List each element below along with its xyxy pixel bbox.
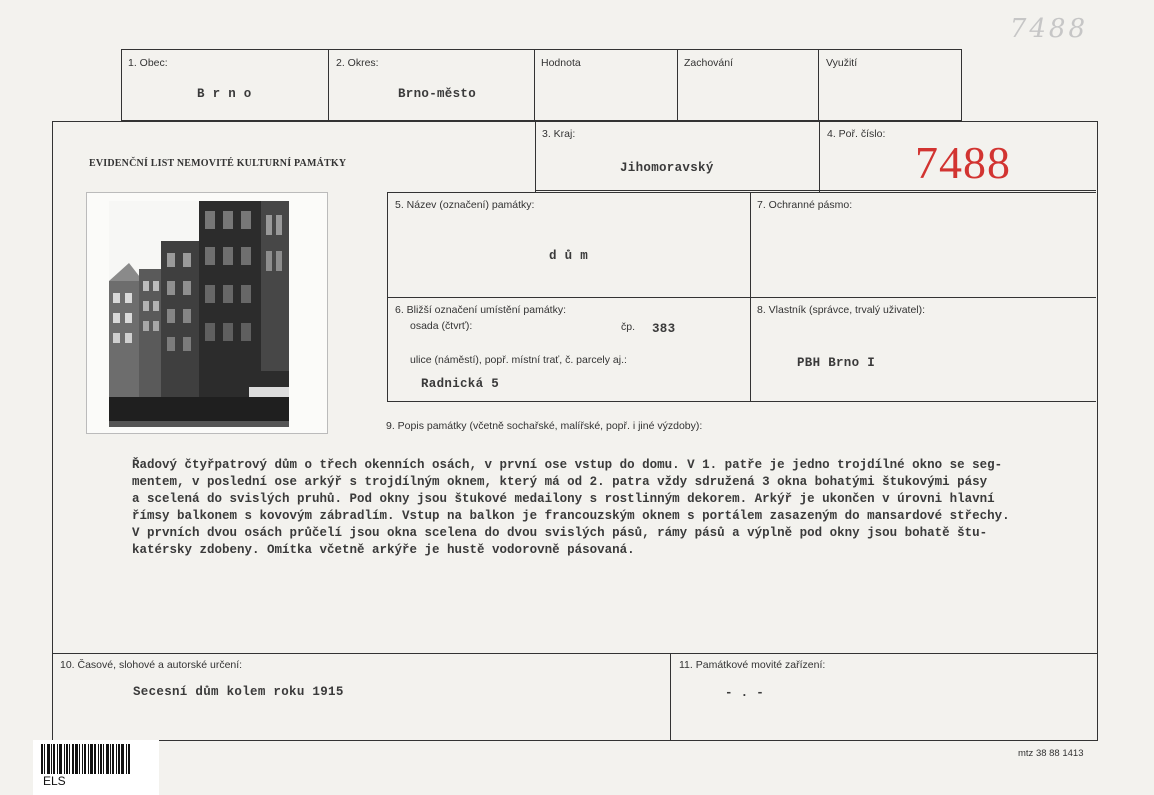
nazev-label: 5. Název (označení) památky: [395,199,535,211]
form-title: EVIDENČNÍ LIST NEMOVITÉ KULTURNÍ PAMÁTKY [89,158,347,169]
por-cislo-label: 4. Poř. číslo: [827,128,886,140]
osada-label: osada (čtvrť): [410,320,473,332]
popis-label: 9. Popis památky (včetně sochařské, malířské, popř. i jiné výzdoby): [386,420,703,432]
obec-value: B r n o [197,87,252,101]
vlastnik-label: 8. Vlastník (správce, trvalý uživatel): [757,304,926,316]
kraj-label: 3. Kraj: [542,128,576,140]
por-cislo-value: 7488 [915,137,1011,188]
obec-label: 1. Obec: [128,57,168,69]
footer-code: mtz 38 88 1413 [1018,748,1084,759]
cp-value: 383 [652,322,676,336]
popis-text: Řadový čtyřpatrový dům o třech okenních osách, v první ose vstup do domu. V 1. patře je jedno trojdílné okno se seg- mentem, v poslední ose arkýř s trojdílným oknem, který má od 2. patra vždy sdružená 3 okna bohatými štukovými pásy a scelená do svislých pruhů. Pod okny jsou štukové medailony s rostlinným dekorem. Arkýř je ukončen v úrovni hlavní římsy balkonem s kovovým zábradlím. Vstup na balkon je francouzským oknem s portálem zasazeným do mansardové střechy. V prvních dvou osách průčelí jsou okna scelena do dvou svislých pásů, rámy pásů a výplně pod okny jsou bohatě štu- katérsky zdobeny. Omítka včetně arkýře je hustě vodorovně pásovaná. [132,458,1010,557]
nazev-value: d ů m [549,249,589,263]
ochranne-pasmo-label: 7. Ochranné pásmo: [757,199,853,211]
ulice-label: ulice (náměstí), popř. místní trať, č. parcely aj.: [410,354,627,366]
umisteni-label: 6. Bližší označení umístění památky: [395,304,566,316]
movite-zarizeni-label: 11. Památkové movité zařízení: [679,659,826,671]
corner-reference-number: 7488 [1009,14,1088,44]
okres-value: Brno-město [398,87,477,101]
building-photo-frame [86,192,328,434]
hodnota-label: Hodnota [541,57,581,69]
movite-zarizeni-value: - . - [725,686,765,700]
casove-urceni-value: Secesní dům kolem roku 1915 [133,685,344,699]
barcode [33,740,159,795]
ulice-value: Radnická 5 [421,377,500,391]
cp-label: čp. [621,321,636,333]
building-photo [109,201,289,427]
barcode-bars [41,744,151,774]
vlastnik-value: PBH Brno I [797,356,876,370]
zachovani-label: Zachování [684,57,734,69]
okres-label: 2. Okres: [336,57,379,69]
barcode-label: ELS [43,774,66,788]
vyuziti-label: Využití [826,57,858,69]
kraj-value: Jihomoravský [620,161,714,175]
casove-urceni-label: 10. Časové, slohové a autorské určení: [60,659,243,671]
